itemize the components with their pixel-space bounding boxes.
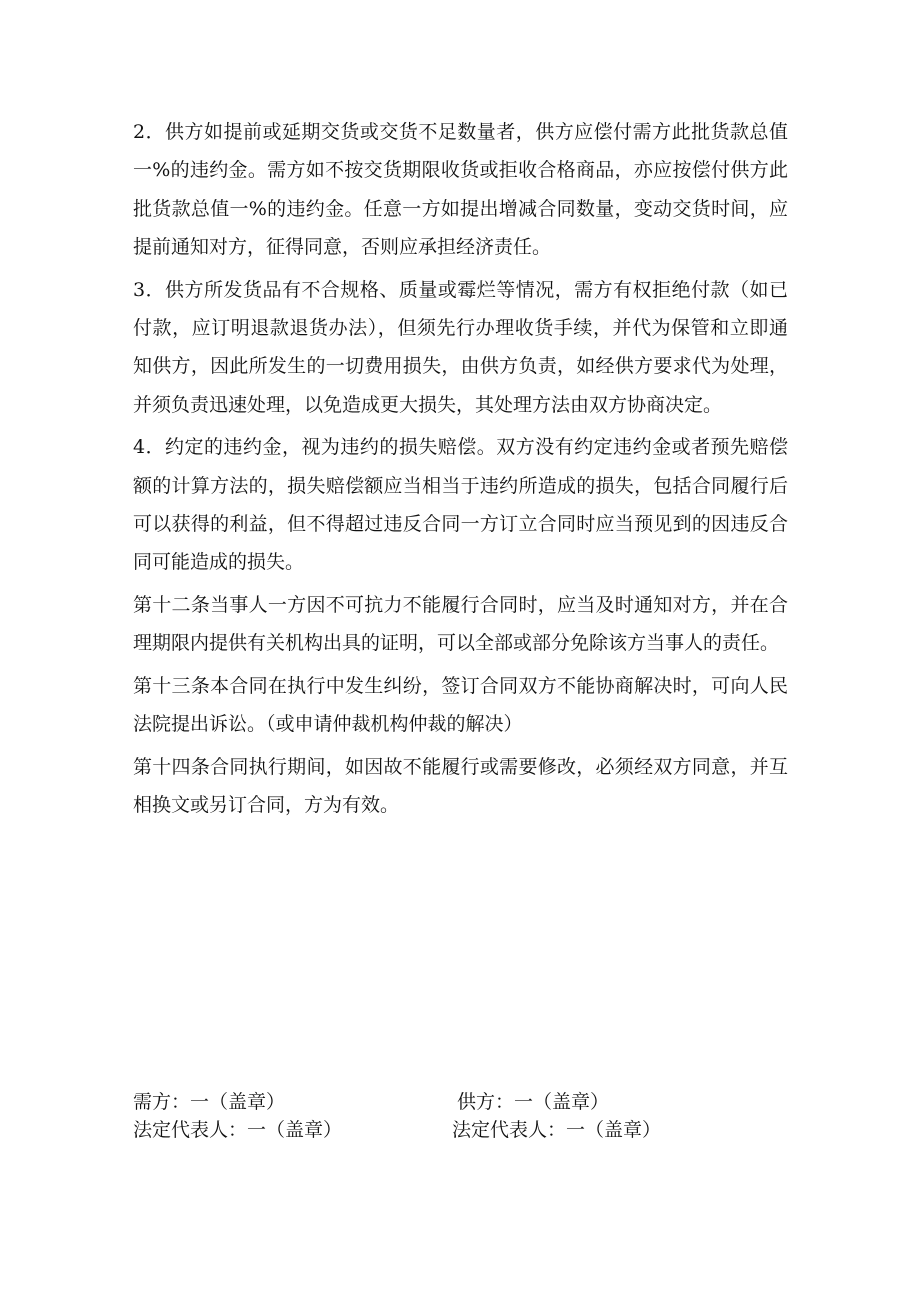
- article-13-paragraph: 第十三条本合同在执行中发生纠纷，签订合同双方不能协商解决时，可向人民法院提出诉讼。（或申请仲裁机构仲裁的解决）: [133, 674, 788, 736]
- contract-body: [133, 113, 788, 828]
- clause-paragraph-4: 4．约定的违约金，视为违约的损失赔偿。双方没有约定违约金或者预先赔偿额的计算方法的，损失赔偿额应当相当于违约所造成的损失，包括合同履行后可以获得的利益，但不得超过违反合同一方订立合同时应当预见到的因违反合同可能造成的损失。: [133, 436, 788, 574]
- seller-signature: 供方：一（盖章）: [457, 1091, 610, 1113]
- article-14-paragraph: 第十四条合同执行期间，如因故不能履行或需要修改，必须经双方同意，并互相换文或另订合同，方为有效。: [133, 755, 788, 816]
- seller-representative-signature: 法定代表人：一（盖章）: [452, 1119, 662, 1141]
- buyer-signature: 需方：一（盖章）: [133, 1091, 286, 1113]
- clause-paragraph-3: 3．供方所发货品有不合规格、质量或霉烂等情况，需方有权拒绝付款（如已付款，应订明退款退货办法），但须先行办理收货手续，并代为保管和立即通知供方，因此所发生的一切费用损失，由供方负责，如经供方要求代为处理，并须负责迅速处理，以免造成更大损失，其处理方法由双方协商决定。: [133, 278, 788, 416]
- signature-block: [133, 1088, 788, 1144]
- article-12-paragraph: 第十二条当事人一方因不可抗力不能履行合同时，应当及时通知对方，并在合理期限内提供有关机构出具的证明，可以全部或部分免除该方当事人的责任。: [133, 593, 788, 655]
- signature-row-parties: [133, 1088, 788, 1116]
- signature-row-representatives: [133, 1116, 788, 1144]
- clause-paragraph-2: 2．供方如提前或延期交货或交货不足数量者，供方应偿付需方此批货款总值一%的违约金。需方如不按交货期限收货或拒收合格商品，亦应按偿付供方此批货款总值一%的违约金。任意一方如提出增减合同数量，变动交货时间，应提前通知对方，征得同意，否则应承担经济责任。: [133, 121, 788, 259]
- buyer-representative-signature: 法定代表人：一（盖章）: [133, 1119, 343, 1141]
